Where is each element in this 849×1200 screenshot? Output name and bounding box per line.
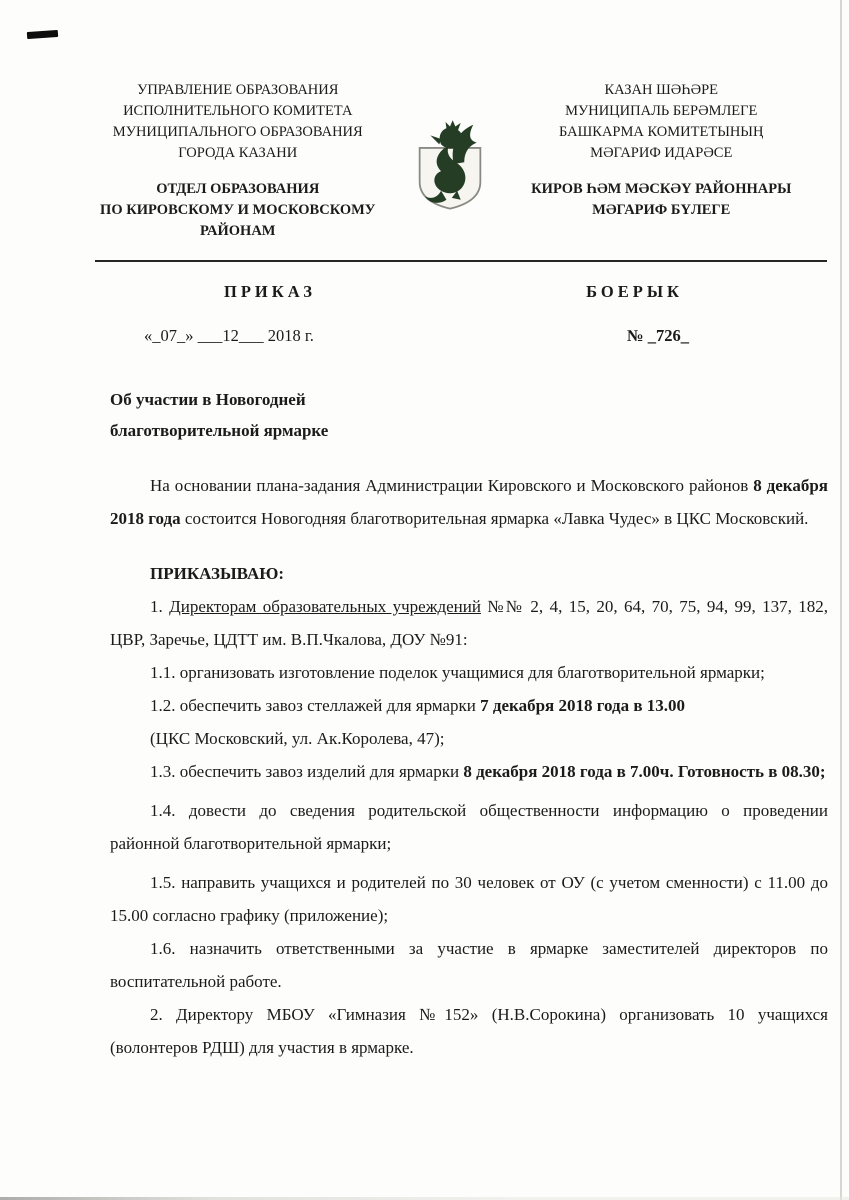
dept-line: ОТДЕЛ ОБРАЗОВАНИЯ (156, 181, 320, 198)
dept-name-tatar (502, 179, 822, 221)
text-run-underlined: Директорам образовательных учреждений (169, 597, 481, 617)
text-run: 1.6. назначить ответственными за участие в ярмарке заместителей директоров по воспитательной работе. (110, 939, 828, 992)
text-run: 1. (150, 597, 170, 617)
org-name-russian (78, 80, 398, 164)
order-title-russian: ПРИКАЗ (224, 282, 316, 302)
order-title-row (0, 262, 849, 302)
dept-line: ПО КИРОВСКОМУ И МОСКОВСКОМУ (100, 202, 376, 219)
org-line: МУНИЦИПАЛЬ БЕРӘМЛЕГЕ (565, 103, 758, 120)
paragraph-item-1-2 (110, 689, 828, 722)
scan-edge-right (840, 0, 842, 1200)
paragraph-intro (110, 469, 828, 535)
dept-line: РАЙОНАМ (200, 223, 276, 240)
document-header (0, 0, 849, 242)
paragraph-item-1-2-address (110, 722, 828, 755)
order-title-tatar: БОЕРЫК (586, 282, 683, 302)
text-run: (ЦКС Московский, ул. Ак.Королева, 47); (150, 729, 445, 749)
header-right-column (502, 80, 822, 221)
paragraph-item-1-1 (110, 656, 828, 689)
order-meta-row (0, 302, 849, 346)
paragraph-item-1-3 (110, 755, 828, 788)
text-run: 1.5. направить учащихся и родителей по 30 человек от ОУ (с учетом сменности) с 11.00 до 15.00 согласно графику (приложение); (110, 873, 828, 926)
subject-line: благотворительной ярмарке (110, 421, 329, 441)
kazan-coat-of-arms-icon (398, 114, 502, 219)
text-run: 1.4. довести до сведения родительской общественности информацию о проведении районной благотворительной ярмарки; (110, 801, 828, 854)
order-body (110, 469, 828, 1064)
order-number: № _726_ (627, 326, 689, 346)
subject-line: Об участии в Новогодней (110, 390, 306, 410)
org-line: ГОРОДА КАЗАНИ (178, 145, 298, 162)
dept-name-russian (78, 179, 398, 242)
text-run: состоится Новогодняя благотворительная ярмарка «Лавка Чудес» в ЦКС Московский. (180, 509, 809, 529)
org-line: УПРАВЛЕНИЕ ОБРАЗОВАНИЯ (137, 82, 339, 98)
org-line: МӘГАРИФ ИДАРӘСЕ (590, 145, 733, 162)
paragraph-item-1-6 (110, 932, 828, 998)
text-run: 2. Директору МБОУ «Гимназия №152» (Н.В.Сорокина) организовать 10 учащихся (волонтеров РДШ) для участия в ярмарке. (110, 1005, 828, 1058)
paragraph-item-1-4 (110, 794, 828, 860)
header-left-column (78, 80, 398, 242)
text-run-bold: 8 декабря 2018 года (110, 476, 829, 529)
org-line: КАЗАН ШӘҺӘРЕ (604, 82, 719, 98)
paragraph-item-2 (110, 998, 828, 1064)
text-run-bold: 8 декабря 2018 года в 7.00ч. Готовность в 08.30; (463, 762, 826, 782)
org-line: ИСПОЛНИТЕЛЬНОГО КОМИТЕТА (123, 103, 353, 120)
text-run: 1.1. организовать изготовление поделок учащимися для благотворительной ярмарки; (150, 663, 765, 683)
org-name-tatar (502, 80, 822, 164)
text-run: На основании плана-задания Администрации Кировского и Московского районов (150, 476, 754, 496)
text-run-bold: 7 декабря 2018 года в 13.00 (480, 696, 686, 716)
zilant-dragon-emblem (404, 114, 496, 214)
text-run: №№ 2, 4, 15, 20, 64, 70, 75, 94, 99, 137, 182, ЦВР, Заречье, ЦДТТ им. В.П.Чкалова, ДОУ №91: (110, 597, 828, 650)
order-date: «_07_» ___12___ 2018 г. (144, 326, 314, 346)
org-line: БАШКАРМА КОМИТЕТЫНЫҢ (559, 124, 764, 141)
text-run: 1.3. обеспечить завоз изделий для ярмарки (150, 762, 464, 782)
dept-line: КИРОВ ҺӘМ МӘСКӘҮ РАЙОННАРЫ (531, 181, 792, 198)
paragraph-item-1 (110, 590, 828, 656)
text-run: 1.2. обеспечить завоз стеллажей для ярмарки (150, 696, 481, 716)
paragraph-item-1-5 (110, 866, 828, 932)
dept-line: МӘГАРИФ БҮЛЕГЕ (592, 202, 731, 219)
org-line: МУНИЦИПАЛЬНОГО ОБРАЗОВАНИЯ (112, 124, 363, 141)
paragraph-order-verb: ПРИКАЗЫВАЮ: (150, 564, 285, 584)
order-subject (110, 384, 849, 446)
